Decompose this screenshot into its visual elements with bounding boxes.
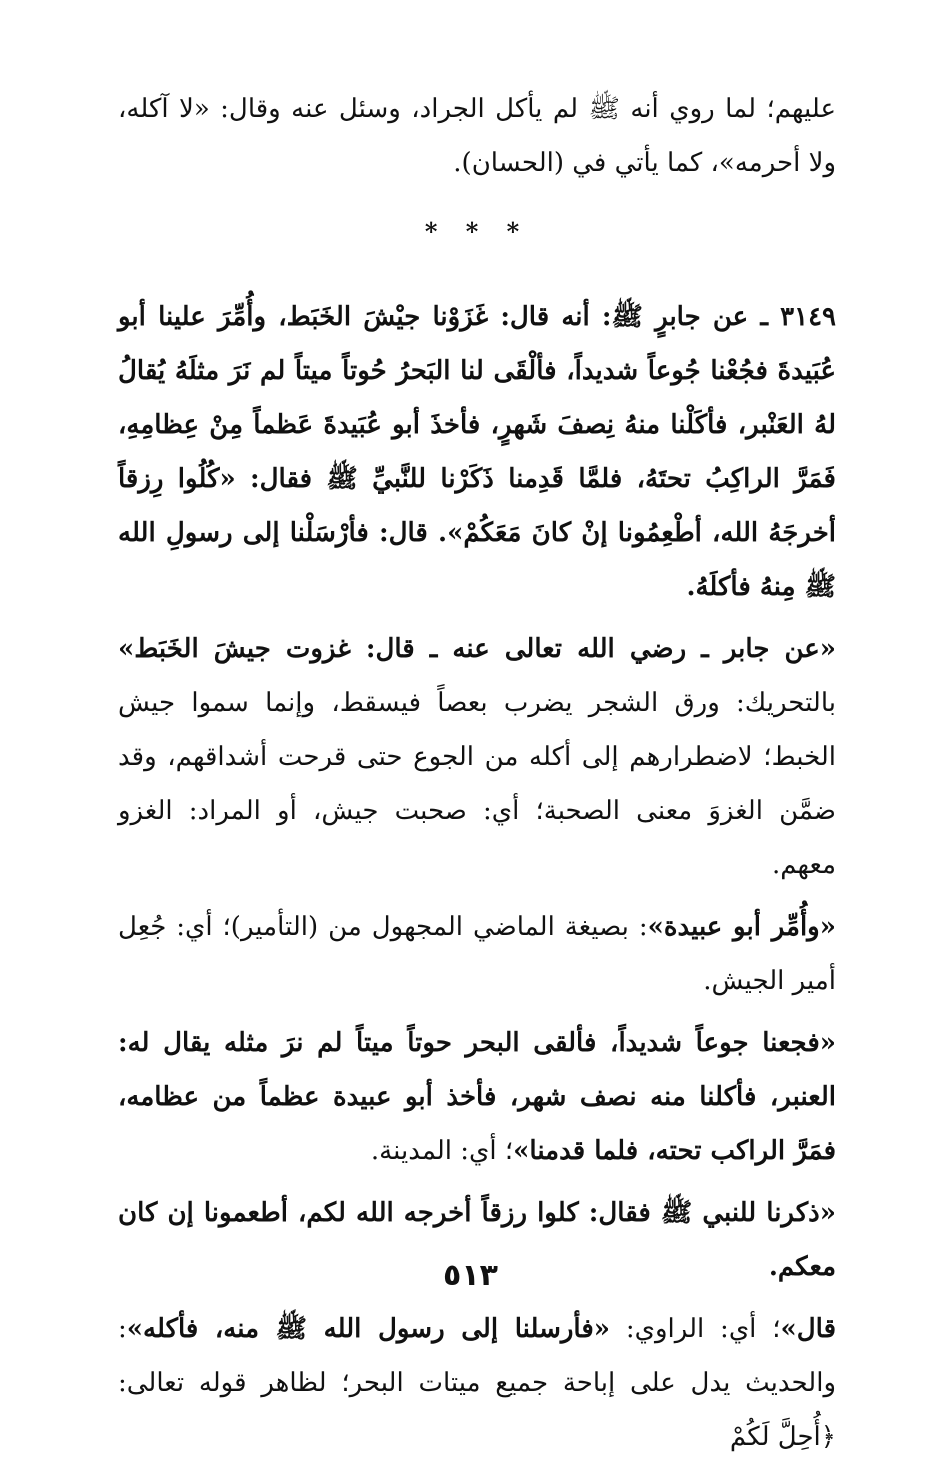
commentary-lemma-2: «وأُمِّر أبو عبيدة» — [647, 912, 836, 942]
commentary-text-1: بالتحريك: ورق الشجر يضرب بعصاً فيسقط، وإنما سموا جيش الخبط؛ لاضطرارهم إلى أكله من الجوع حتى قرحت أشداقهم، وقد ضمَّن الغزوَ معنى الصحبة؛ أي: صحبت جيش، أو المراد: الغزو معهم. — [118, 688, 836, 880]
commentary-paragraph-5 — [118, 1302, 836, 1464]
page-number: ٥١٣ — [443, 1258, 498, 1293]
commentary-lemma-5: قال» — [780, 1314, 836, 1344]
commentary-text-5b: : والحديث يدل على إباحة جميع ميتات البحر؛ لظاهر قوله تعالى: ﴿أُحِلَّ لَكُمْ — [118, 1314, 836, 1452]
commentary-lemma-1: «عن جابر ـ رضي الله تعالى عنه ـ قال: غزوت جيشَ الخَبَط» — [118, 634, 836, 664]
commentary-text-5: ؛ أي: الراوي: — [610, 1314, 781, 1344]
commentary-text-2: : بصيغة الماضي المجهول من (التأمير)؛ أي: جُعِل أمير الجيش. — [118, 912, 836, 996]
commentary-paragraph-2 — [118, 900, 836, 1008]
commentary-lemma-4: «ذكرنا للنبي ﷺ فقال: كلوا رزقاً أخرجه الله لكم، أطعمونا إن كان معكم. — [118, 1198, 836, 1282]
commentary-lemma-3: «فجعنا جوعاً شديداً، فألقى البحر حوتاً ميتاً لم نرَ مثله يقال له: العنبر، فأكلنا منه نصف شهر، فأخذ أبو عبيدة عظماً من عظامه، فمَرَّ الراكب تحته، فلما قدمنا» — [118, 1028, 836, 1166]
commentary-paragraph-3 — [118, 1016, 836, 1178]
hadith-paragraph: ٣١٤٩ ـ عن جابرٍ ﷺ: أنه قال: غَزَوْنا جيْشَ الخَبَط، وأُمِّرَ علينا أبو عُبَيدةَ فجُعْنا جُوعاً شديداً، فألْقَى لنا البَحرُ حُوتاً ميتاً لم نَرَ مثلَهُ يُقالُ لهُ العَنْبر، فأكَلْنا منهُ نِصفَ شَهرٍ، فأخذَ أبو عُبَيدةَ عَظماً مِنْ عِظامِهِ، فَمَرَّ الراكِبُ تحتَهُ، فلمَّا قَدِمنا ذَكَرْنا للنَّبيِّ ﷺ فقال: «كُلُوا رِزقاً أخرجَهُ الله، أطْعِمُونا إنْ كانَ مَعَكُمْ». قال: فأرْسَلْنا إلى رسولِ الله ﷺ مِنهُ فأكلَهُ. — [118, 302, 836, 602]
commentary-paragraph-1 — [118, 622, 836, 892]
page-body — [118, 82, 836, 1464]
commentary-text-3: ؛ أي: المدينة. — [370, 1136, 514, 1166]
commentary-lemma-5b: «فأرسلنا إلى رسول الله ﷺ منه، فأكله» — [126, 1314, 611, 1344]
section-separator: * * * — [424, 217, 530, 246]
intro-paragraph: عليهم؛ لما روي أنه ﷺ لم يأكل الجراد، وسئل عنه وقال: «لا آكله، ولا أحرمه»، كما يأتي في (الحسان). — [118, 94, 836, 178]
